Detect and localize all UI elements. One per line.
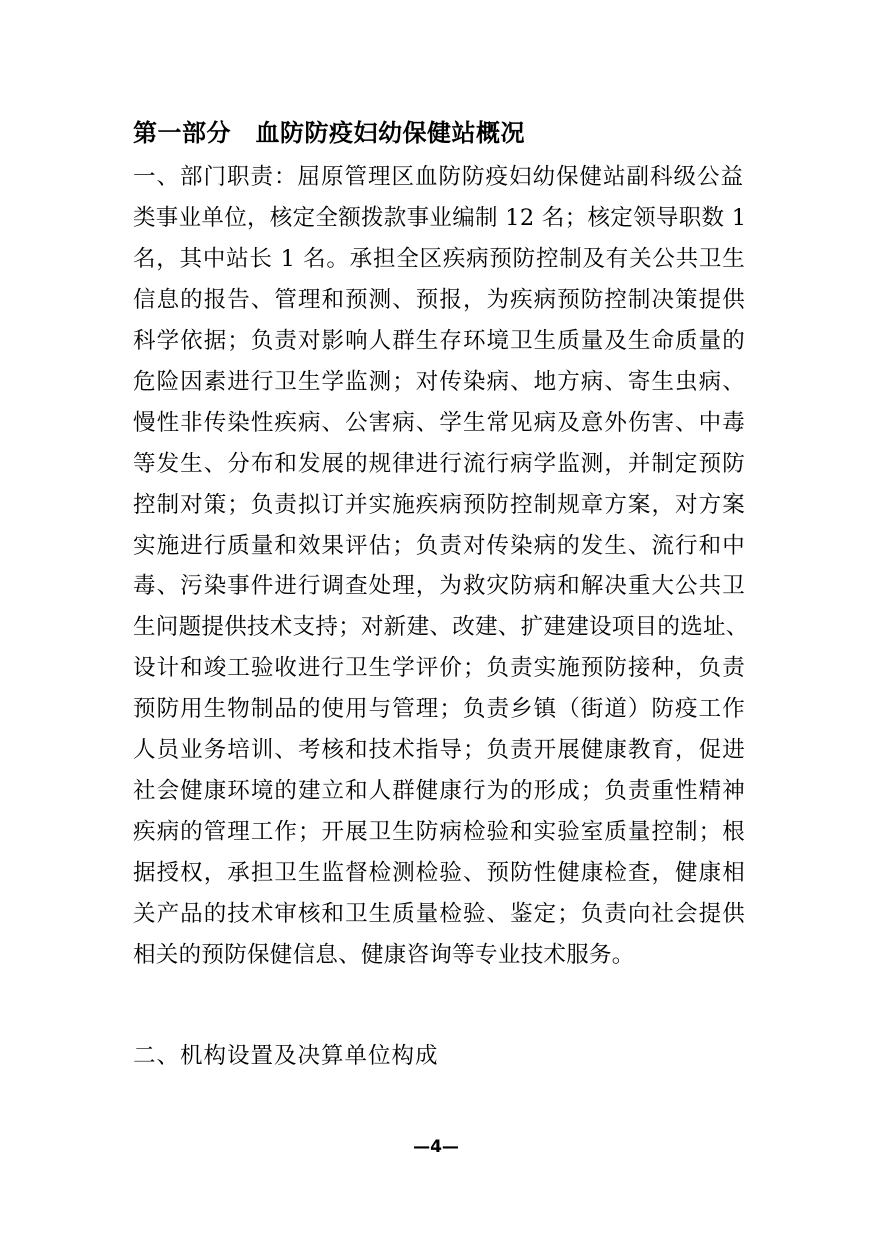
body-line: 名，其中站长 1 名。承担全区疾病预防控制及有关公共卫生 [133,245,745,272]
body-line: 信息的报告、管理和预测、预报，为疾病预防控制决策提供 [133,286,745,313]
body-line: 慢性非传染性疾病、公害病、学生常见病及意外伤害、中毒 [133,409,745,436]
body-line: 设计和竣工验收进行卫生学评价；负责实施预防接种，负责 [133,655,745,682]
body-line: 控制对策；负责拟订并实施疾病预防控制规章方案，对方案 [133,491,745,518]
section-2-title: 二、机构设置及决算单位构成 [133,1043,439,1069]
body-line: 类事业单位，核定全额拨款事业编制 12 名；核定领导职数 1 [133,205,747,231]
body-line: 关产品的技术审核和卫生质量检验、鉴定；负责向社会提供 [133,900,745,927]
body-line: 社会健康环境的建立和人群健康行为的形成；负责重性精神 [133,778,745,805]
section-1-body [133,198,749,976]
body-line: 实施进行质量和效果评估；负责对传染病的发生、流行和中 [133,532,745,559]
body-line: 人员业务培训、考核和技术指导；负责开展健康教育，促进 [133,737,745,764]
body-line: 据授权，承担卫生监督检测检验、预防性健康检查，健康相 [133,860,745,886]
page-number: —4— [413,1137,459,1157]
body-line: 等发生、分布和发展的规律进行流行病学监测，并制定预防 [133,450,745,477]
page-heading: 第一部分 血防防疫妇幼保健站概况 [133,119,525,147]
body-line: 生问题提供技术支持；对新建、改建、扩建建设项目的选址、 [133,614,749,641]
body-line: 预防用生物制品的使用与管理；负责乡镇（街道）防疫工作 [133,696,745,723]
body-line: 疾病的管理工作；开展卫生防病检验和实验室质量控制；根 [133,819,745,846]
body-line: 毒、污染事件进行调查处理，为救灾防病和解决重大公共卫 [133,573,745,600]
body-line: 危险因素进行卫生学监测；对传染病、地方病、寄生虫病、 [133,368,745,395]
body-line: 科学依据；负责对影响人群生存环境卫生质量及生命质量的 [133,327,745,354]
body-line: 相关的预防保健信息、健康咨询等专业技术服务。 [133,941,635,968]
section-1-title: 一、部门职责：屈原管理区血防防疫妇幼保健站副科级公益 [133,164,745,190]
